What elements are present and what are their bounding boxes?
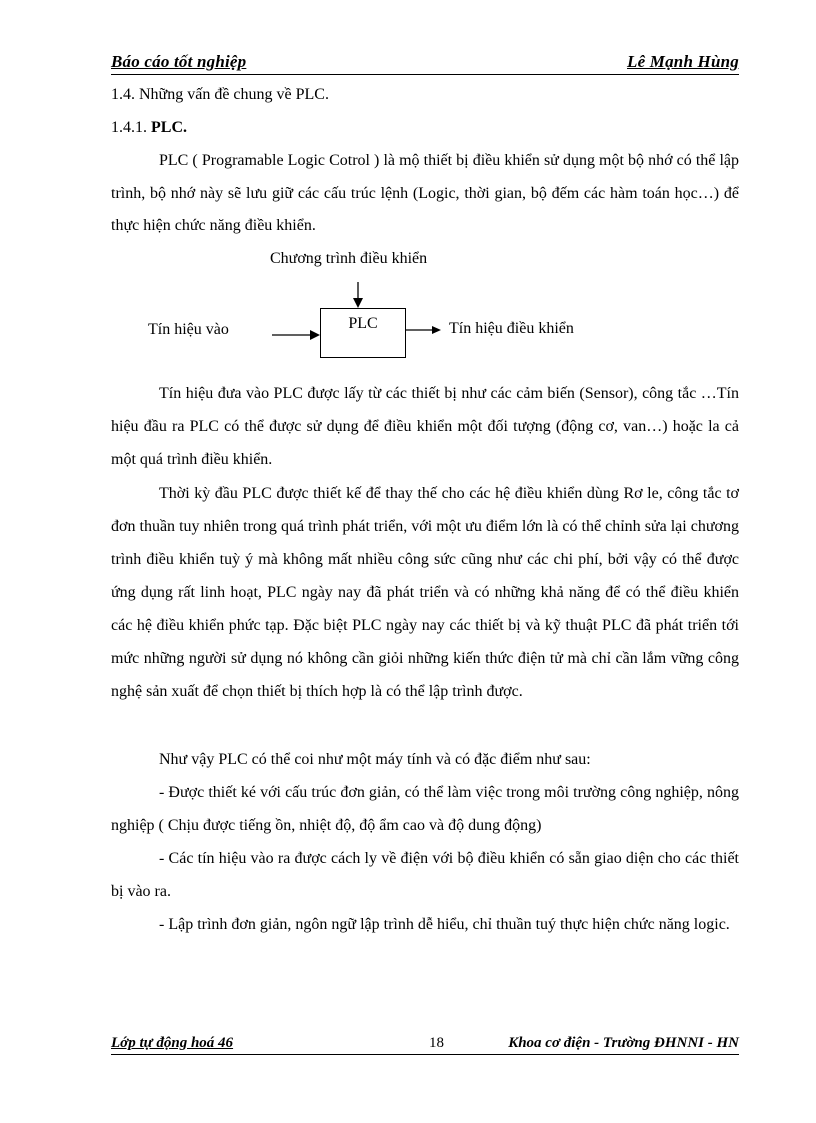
- footer-institution: Khoa cơ điện - Trường ĐHNNI - HN: [508, 1035, 739, 1051]
- plc-box-label: PLC: [348, 315, 378, 332]
- page-header: [111, 52, 739, 75]
- plc-box: [320, 308, 406, 358]
- paragraph-features-intro: Như vậy PLC có thể coi như một máy tính và có đặc điểm như sau:: [159, 751, 591, 768]
- paragraph-feature-2: - Các tín hiệu vào ra được cách ly về điện với bộ điều khiển có sẵn giao diện cho các thiết bị vào ra.: [111, 850, 739, 900]
- paragraph-feature-3: - Lập trình đơn giản, ngôn ngữ lập trình dễ hiểu, chỉ thuần tuý thực hiện chức năng logic.: [159, 916, 730, 933]
- program-label: Chương trình điều khiển: [270, 250, 428, 267]
- page-footer: [111, 1035, 739, 1073]
- subsection-title: PLC.: [151, 119, 187, 136]
- paragraph-feature-1: - Được thiết ké với cấu trúc đơn giản, có thể làm việc trong môi trường công nghiệp, nông nghiệp ( Chịu được tiếng ồn, nhiệt độ, độ ẩm cao và độ dung động): [111, 784, 739, 834]
- subsection-heading: [111, 119, 187, 137]
- paragraph-history: Thời kỳ đầu PLC được thiết kế để thay thế cho các hệ điều khiển dùng Rơ le, công tắc tơ đơn thuần tuy nhiên trong quá trình phát triển, với một ưu điểm lớn là có thể chỉnh sửa lại chương trình điều khiển tuỳ ý mà không mất nhiều công sức cũng như các chi phí, bởi vậy có thể được ứng dụng rất linh hoạt, PLC ngày nay đã phát triển và có những khả năng để có thể điều khiển các hệ điều khiển phức tạp. Đặc biệt PLC ngày nay các thiết bị và kỹ thuật PLC đã phát triển tới mức những người sử dụng nó không cần giỏi những kiến thức điện tử mà chỉ cần lắm vững công nghệ sản xuất để chọn thiết bị thích hợp là có thể lập trình được.: [111, 485, 739, 700]
- paragraph-plc-definition: PLC ( Programable Logic Cotrol ) là mộ thiết bị điều khiển sử dụng một bộ nhớ có thể lập trình, bộ nhớ này sẽ lưu giữ các cấu trúc lệnh (Logic, thời gian, bộ đếm các hàm toán học…) để thực hiện chức năng điều khiển.: [111, 152, 739, 234]
- header-author: Lê Mạnh Hùng: [627, 52, 739, 71]
- paragraph-signals: Tín hiệu đưa vào PLC được lấy từ các thiết bị như các cảm biến (Sensor), công tắc …Tín hiệu đầu ra PLC có thể được sử dụng để điều khiển một đối tượng (động cơ, van…) hoặc la cả một quá trình điều khiển.: [111, 385, 739, 468]
- input-arrow-head: [310, 330, 320, 340]
- subsection-number: 1.4.1.: [111, 119, 151, 136]
- output-arrow-head: [432, 326, 441, 334]
- section-heading: 1.4. Những vấn đề chung về PLC.: [111, 86, 329, 103]
- output-signal-label: Tín hiệu điều khiển: [449, 320, 574, 337]
- input-signal-label: Tín hiệu vào: [148, 321, 229, 338]
- header-report-title: Báo cáo tốt nghiệp: [111, 52, 247, 71]
- plc-block-diagram: [0, 240, 816, 370]
- footer-class: Lớp tự động hoá 46: [111, 1035, 234, 1051]
- page-number: 18: [429, 1035, 444, 1051]
- program-arrow-head: [353, 298, 363, 308]
